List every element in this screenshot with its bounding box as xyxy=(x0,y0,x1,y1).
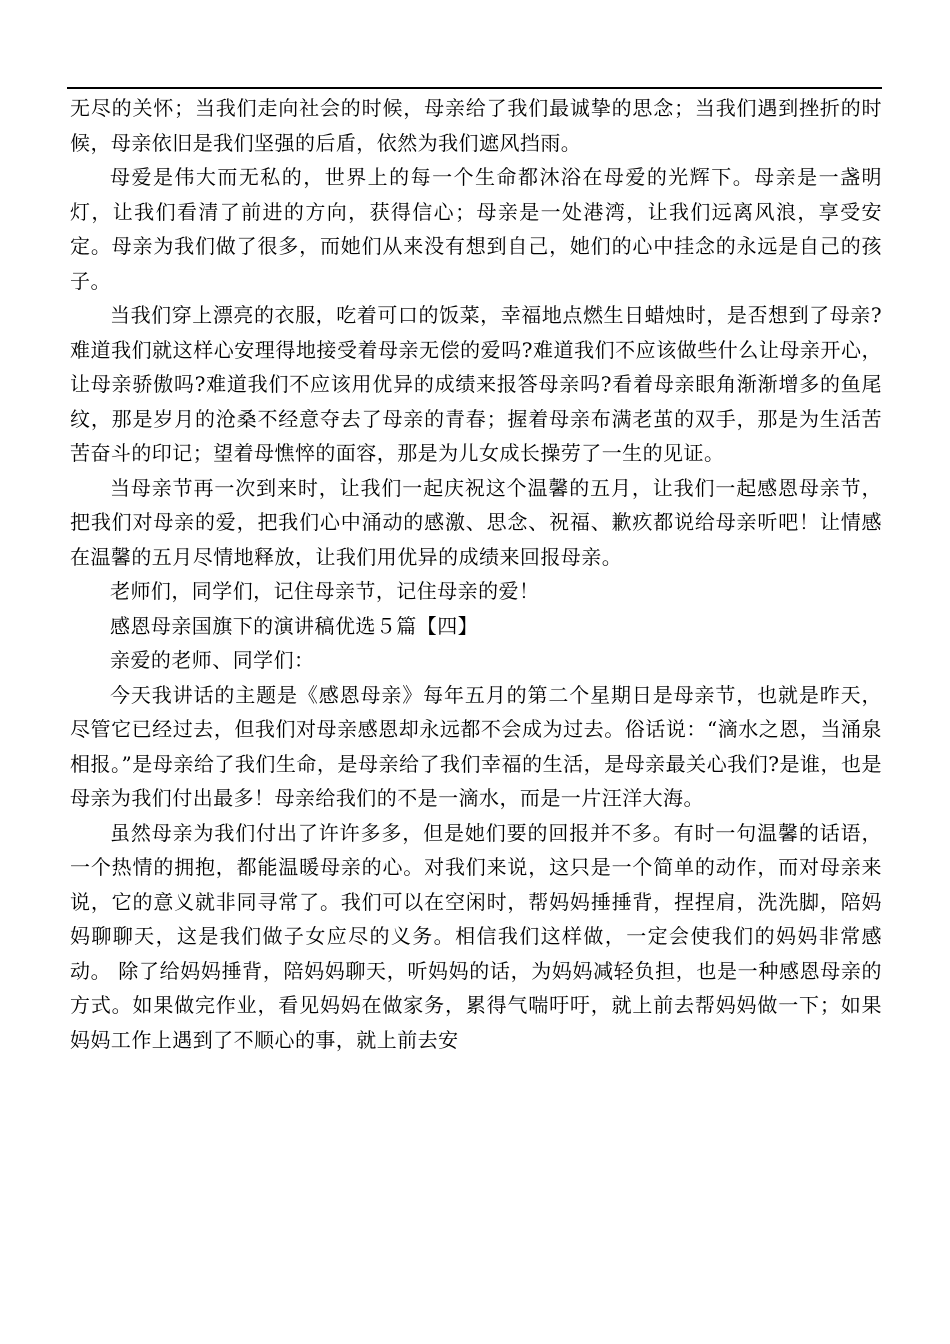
paragraph-love-selfless: 母爱是伟大而无私的，世界上的每一个生命都沐浴在母爱的光辉下。母亲是一盏明灯，让我们看清了前进的方向，获得信心；母亲是一处港湾，让我们远离风浪，享受安定。母亲为我们做了很多，而她们从来没有想到自己，她们的心中挂念的永远是自己的孩子。 xyxy=(70,165,882,293)
document-body xyxy=(70,91,882,1057)
paragraph-celebrate: 当母亲节再一次到来时，让我们一起庆祝这个温馨的五月，让我们一起感恩母亲节，把我们对母亲的爱，把我们心中涌动的感激、思念、祝福、歉疚都说给母亲听吧！让情感在温馨的五月尽情地释放，让我们用优异的成绩来回报母亲。 xyxy=(70,475,882,569)
paragraph-topic: 今天我讲话的主题是《感恩母亲》每年五月的第二个星期日是母亲节，也就是昨天，尽管它已经过去，但我们对母亲感恩却永远都不会成为过去。俗话说：“滴水之恩，当涌泉相报。”是母亲给了我们生命，是母亲给了我们幸福的生活，是母亲最关心我们?是谁，也是母亲为我们付出最多！母亲给我们的不是一滴水，而是一片汪洋大海。 xyxy=(70,682,882,810)
paragraph-closing: 老师们，同学们，记住母亲节，记住母亲的爱！ xyxy=(110,579,540,603)
salutation: 亲爱的老师、同学们： xyxy=(110,648,315,672)
paragraph-repay: 虽然母亲为我们付出了许许多多，但是她们要的回报并不多。有时一句温馨的话语，一个热情的拥抱，都能温暖母亲的心。对我们来说，这只是一个简单的动作，而对母亲来说，它的意义就非同寻常了。我们可以在空闲时，帮妈妈捶捶背，捏捏肩，洗洗脚，陪妈妈聊聊天，这是我们做子女应尽的义务。相信我们这样做，一定会使我们的妈妈非常感动。 除了给妈妈捶背，陪妈妈聊天，听妈妈的话，为妈妈减轻负担，也是一种感恩母亲的方式。如果做完作业，看见妈妈在做家务，累得气喘吁吁，就上前去帮妈妈做一下；如果妈妈工作上遇到了不顺心的事，就上前去安 xyxy=(70,820,882,1052)
header-rule xyxy=(67,87,882,89)
section-heading: 感恩母亲国旗下的演讲稿优选５篇【四】 xyxy=(110,613,479,638)
paragraph-remember-mother: 当我们穿上漂亮的衣服，吃着可口的饭菜，幸福地点燃生日蜡烛时，是否想到了母亲?难道我们就这样心安理得地接受着母亲无偿的爱吗?难道我们不应该做些什么让母亲开心，让母亲骄傲吗?难道我们不应该用优异的成绩来报答母亲吗?看着母亲眼角渐渐增多的鱼尾纹，那是岁月的沧桑不经意夺去了母亲的青春；握着母亲布满老茧的双手，那是为生活苦苦奋斗的印记；望着母憔悴的面容，那是为儿女成长操劳了一生的见证。 xyxy=(70,303,882,465)
paragraph-continued: 无尽的关怀；当我们走向社会的时候，母亲给了我们最诚挚的思念；当我们遇到挫折的时候，母亲依旧是我们坚强的后盾，依然为我们遮风挡雨。 xyxy=(70,96,882,155)
